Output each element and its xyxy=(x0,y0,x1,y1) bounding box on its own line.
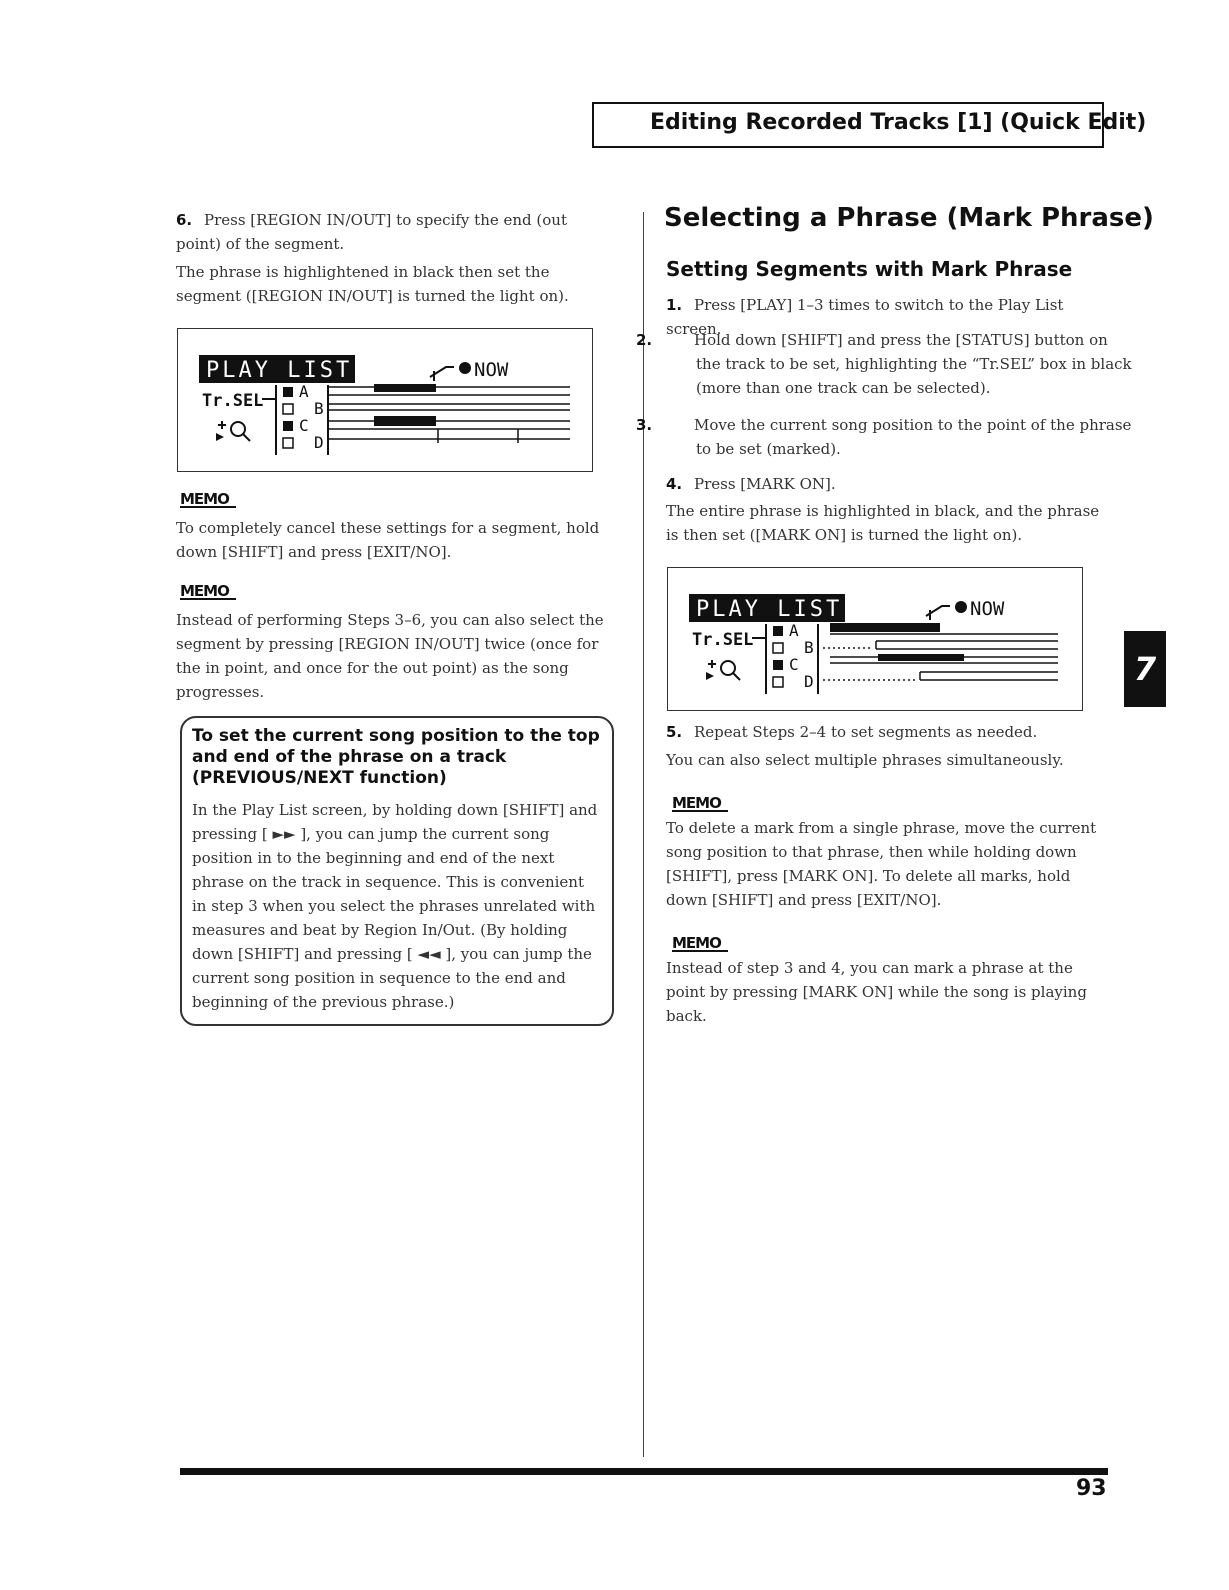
page-number: 93 xyxy=(1076,1476,1107,1501)
lcd-track-b: B xyxy=(804,638,814,657)
lcd-screenshot xyxy=(177,328,593,472)
lcd-track-b: B xyxy=(314,399,324,418)
play-list-lcd xyxy=(178,329,592,471)
step-3 xyxy=(636,413,1136,461)
lcd-track-c: C xyxy=(299,416,309,435)
memo-icon: MEMO xyxy=(180,582,236,600)
lcd-now-label: NOW xyxy=(474,359,509,381)
step-4 xyxy=(666,472,1106,496)
lcd-title: PLAY LIST xyxy=(696,597,843,622)
step-text: Hold down [SHIFT] and press the [STATUS] button on the track to be set, highlighting the “Tr.SEL” box in black (more than one track can be selected). xyxy=(694,331,1132,397)
lcd-trsel-label: Tr.SEL xyxy=(202,391,264,411)
lcd-track-d: D xyxy=(804,672,814,691)
memo-icon: MEMO xyxy=(180,490,236,508)
play-list-lcd xyxy=(668,568,1082,710)
step-6-result: The phrase is highlightened in black then set the segment ([REGION IN/OUT] is turned the light on). xyxy=(176,263,569,305)
step-text: Press [REGION IN/OUT] to specify the end (out point) of the segment. xyxy=(176,211,567,253)
memo-1-text: To completely cancel these settings for a segment, hold down [SHIFT] and press [EXIT/NO]. xyxy=(176,519,600,561)
lcd-track-c: C xyxy=(789,655,799,674)
step-5 xyxy=(666,720,1106,744)
lcd-now-label: NOW xyxy=(970,598,1005,620)
lcd-trsel-label: Tr.SEL xyxy=(692,630,754,650)
step-number: 1. xyxy=(666,296,683,314)
subsection-heading: Setting Segments with Mark Phrase xyxy=(666,257,1073,281)
tip-text: In the Play List screen, by holding down [SHIFT] and pressing [ ►► ], you can jump the current song position in to the beginning and end of the next phrase on the track in sequence. This is convenient in step 3 when you select the phrases unrelated with measures and beat by Region In/Out. (By holding down [SHIFT] and pressing [ ◄◄ ], you can jump the current song position in sequence to the end and beginning of the previous phrase.) xyxy=(192,801,598,1011)
step-number: 4. xyxy=(666,475,683,493)
step-4-result: The entire phrase is highlighted in black, and the phrase is then set ([MARK ON] is turned the light on). xyxy=(666,502,1100,544)
section-heading: Selecting a Phrase (Mark Phrase) xyxy=(664,203,1154,233)
memo-icon: MEMO xyxy=(672,934,728,952)
memo-icon: MEMO xyxy=(672,794,728,812)
step-text: Repeat Steps 2–4 to set segments as needed. xyxy=(694,723,1038,741)
step-6 xyxy=(176,208,616,256)
column-divider xyxy=(643,212,644,1457)
step-number: 3. xyxy=(636,416,653,434)
step-number: 2. xyxy=(636,331,653,349)
lcd-track-a: A xyxy=(789,621,799,640)
lcd-track-a: A xyxy=(299,382,309,401)
step-5-result: You can also select multiple phrases simultaneously. xyxy=(666,751,1064,769)
footer-rule xyxy=(180,1468,1108,1475)
step-number: 5. xyxy=(666,723,683,741)
tip-title: To set the current song position to the top and end of the phrase on a track (PREVIOUS/NEXT function) xyxy=(192,726,600,788)
step-text: Move the current song position to the point of the phrase to be set (marked). xyxy=(694,416,1132,458)
lcd-screenshot xyxy=(667,567,1083,711)
step-text: Press [PLAY] 1–3 times to switch to the Play List screen. xyxy=(666,296,1064,338)
step-text: Press [MARK ON]. xyxy=(694,475,836,493)
page-header-title: Editing Recorded Tracks [1] (Quick Edit) xyxy=(650,110,1147,135)
step-2 xyxy=(636,328,1136,400)
memo-3-text: To delete a mark from a single phrase, move the current song position to that phrase, then while holding down [SHIFT], press [MARK ON]. To delete all marks, hold down [SHIFT] and press [EXIT/NO]. xyxy=(666,819,1097,909)
chapter-tab: 7 xyxy=(1124,631,1166,707)
step-number: 6. xyxy=(176,211,193,229)
memo-4-text: Instead of step 3 and 4, you can mark a phrase at the point by pressing [MARK ON] while the song is playing back. xyxy=(666,959,1087,1025)
lcd-track-d: D xyxy=(314,433,324,452)
lcd-title: PLAY LIST xyxy=(206,358,353,383)
memo-2-text: Instead of performing Steps 3–6, you can also select the segment by pressing [REGION IN/OUT] twice (once for the in point, and once for the out point) as the song progresses. xyxy=(176,611,604,701)
